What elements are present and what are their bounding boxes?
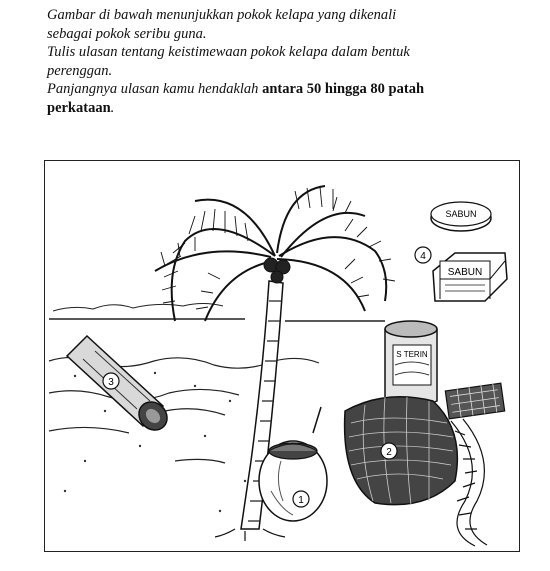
coconut-cluster xyxy=(264,258,290,283)
instruction-text: . xyxy=(110,99,115,116)
question-instructions xyxy=(47,6,527,117)
sea-horizon xyxy=(49,304,385,322)
soap-bar-label: SABUN xyxy=(445,209,477,219)
instruction-line xyxy=(47,62,527,81)
instruction-line xyxy=(47,25,527,44)
instruction-line xyxy=(47,6,527,25)
instruction-bold-text: antara 50 hingga 80 patah xyxy=(262,81,425,97)
instruction-line xyxy=(47,43,527,62)
marker-1-label: 1 xyxy=(298,495,304,506)
soap-box-label: SABUN xyxy=(447,267,483,278)
instruction-text: perenggan. xyxy=(47,62,113,79)
woven-mat-large xyxy=(345,397,458,505)
instruction-bold-text: perkataan xyxy=(47,99,111,116)
illustration-drawing xyxy=(45,161,520,552)
instruction-line xyxy=(47,99,527,118)
instruction-text: Tulis ulasan tentang keistimewaan pokok kelapa dalam bentuk xyxy=(47,44,410,60)
woven-strip xyxy=(451,419,487,546)
instruction-text: sebagai pokok seribu guna. xyxy=(47,25,207,42)
instruction-text: Panjangnya ulasan kamu hendaklah xyxy=(47,81,259,97)
instruction-line xyxy=(47,80,527,99)
tin-can-label: S TERIN xyxy=(396,350,428,359)
marker-4-label: 4 xyxy=(420,251,426,262)
log-object xyxy=(67,336,173,436)
woven-mat-small xyxy=(445,382,504,419)
tin-can xyxy=(385,321,437,407)
tree-roots xyxy=(215,529,285,541)
marker-2-label: 2 xyxy=(386,447,392,458)
marker-3-label: 3 xyxy=(108,377,114,388)
coconut-tree-illustration xyxy=(44,160,520,552)
instruction-text: Gambar di bawah menunjukkan pokok kelapa yang dikenali xyxy=(47,7,397,23)
